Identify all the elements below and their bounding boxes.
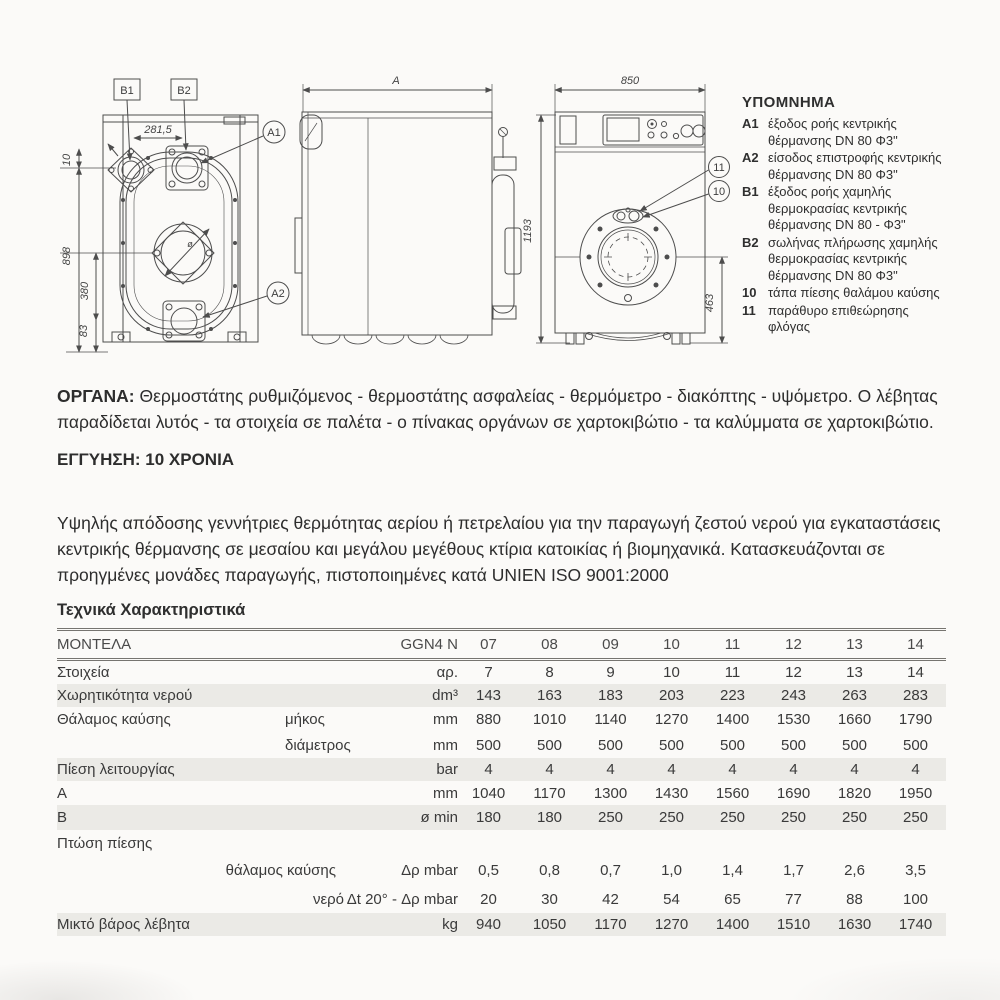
cell-value: 1560 bbox=[715, 784, 750, 802]
table-row bbox=[57, 830, 946, 856]
description-paragraph: Υψηλής απόδοσης γεννήτριες θερμότητας αερίου ή πετρελαίου για την παραγωγή ζεστού νερού για εγκαταστάσεις κεντρικής θέρμανσης σε μεσαίου και μεγάλου μεγέθους κτίρια κατοικίας ή βιομηχανικά. Κατασκευάζονται σε προηγμένες μονάδες παραγωγής, πιστοποιημένες κατά UNIEN ISO 9001:2000 bbox=[57, 512, 941, 585]
legend-item bbox=[742, 150, 966, 183]
cell-value: 500 bbox=[658, 736, 685, 754]
legend-item-text: είσοδος επιστροφής κεντρικής θέρμανσης DN 80 Φ3" bbox=[768, 150, 942, 182]
cell-value: 4 bbox=[728, 761, 737, 778]
row-sublabel: θάλαμος καύσης bbox=[225, 862, 336, 879]
legend-item-text: έξοδος ροής κεντρικής θέρμανσης DN 80 Φ3" bbox=[768, 116, 898, 148]
cell-value: 250 bbox=[780, 809, 807, 826]
cell-value: 88 bbox=[846, 890, 863, 908]
cell-value: 4 bbox=[850, 761, 859, 778]
legend-item-text: παράθυρο επιθεώρησης φλόγας bbox=[768, 302, 909, 334]
cell-value: 163 bbox=[536, 687, 563, 704]
row-label: Πτώση πίεσης bbox=[57, 834, 153, 852]
model-number: 14 bbox=[907, 636, 924, 653]
cell-value: 180 bbox=[536, 809, 563, 826]
legend-item bbox=[742, 184, 966, 234]
cell-value: 4 bbox=[545, 761, 554, 778]
cell-value: 4 bbox=[911, 761, 920, 778]
cell-value: 1400 bbox=[715, 916, 750, 933]
cell-value: 1510 bbox=[776, 916, 811, 933]
model-number: 12 bbox=[785, 636, 802, 653]
legend-item-text: σωλήνας πλήρωσης χαμηλής θερμοκρασίας κεντρικής θέρμανσης DN 80 Φ3" bbox=[768, 234, 938, 283]
cell-value: 250 bbox=[719, 809, 746, 826]
cell-value: 500 bbox=[597, 736, 624, 754]
cell-value: 880 bbox=[475, 711, 502, 728]
row-unit: kg bbox=[442, 916, 458, 933]
row-label: B bbox=[57, 809, 68, 826]
cell-value: 250 bbox=[841, 809, 868, 826]
rear-view-drawing bbox=[60, 79, 289, 352]
cell-value: 11 bbox=[724, 664, 741, 681]
port-label-b2: B2 bbox=[177, 85, 191, 97]
model-number: 13 bbox=[846, 636, 863, 653]
dim-label-463: 463 bbox=[704, 293, 716, 313]
port-label-a1: A1 bbox=[267, 127, 281, 139]
legend-item-id: A1 bbox=[742, 116, 759, 131]
cell-value: 1270 bbox=[654, 711, 689, 728]
legend-item-id: 11 bbox=[742, 302, 756, 318]
row-label: Πίεση λειτουργίας bbox=[57, 761, 175, 778]
row-unit: Δt 20° - Δρ mbar bbox=[346, 890, 458, 908]
cell-value: 1,0 bbox=[661, 862, 682, 879]
row-unit: mm bbox=[433, 711, 458, 728]
cell-value: 30 bbox=[541, 890, 558, 908]
row-unit: ø min bbox=[420, 809, 458, 826]
legend-item-id: B2 bbox=[742, 234, 759, 250]
cell-value: 1630 bbox=[837, 916, 872, 933]
legend-item-text: έξοδος ροής χαμηλής θερμοκρασίας κεντρικής θέρμανσης DN 80 - Φ3" bbox=[768, 184, 908, 232]
cell-value: 250 bbox=[597, 809, 624, 826]
legend-item-id: B1 bbox=[742, 184, 759, 199]
row-label: Θάλαμος καύσης bbox=[57, 711, 171, 728]
cell-value: 10 bbox=[663, 664, 680, 681]
model-number: 09 bbox=[602, 636, 619, 653]
legend-item-text: τάπα πίεσης θαλάμου καύσης bbox=[768, 285, 940, 300]
cell-value: 1140 bbox=[594, 711, 627, 728]
cell-value: 223 bbox=[719, 687, 746, 704]
legend-item-id: 10 bbox=[742, 285, 757, 300]
display-panel bbox=[607, 118, 639, 141]
cell-value: 3,5 bbox=[905, 862, 926, 879]
legend-item-id: A2 bbox=[742, 150, 759, 165]
cell-value: 203 bbox=[658, 687, 685, 704]
dim-label-898: 898 bbox=[61, 246, 73, 266]
cell-value: 4 bbox=[667, 761, 676, 778]
cell-value: 12 bbox=[785, 664, 802, 681]
cell-value: 1,4 bbox=[722, 862, 743, 879]
cell-value: 1400 bbox=[715, 711, 750, 728]
dim-label-83: 83 bbox=[78, 324, 90, 338]
cell-value: 500 bbox=[475, 736, 502, 754]
row-label: Στοιχεία bbox=[57, 664, 110, 681]
cell-value: 500 bbox=[841, 736, 868, 754]
cell-value: 4 bbox=[606, 761, 615, 778]
legend-item bbox=[742, 116, 966, 149]
cell-value: 1740 bbox=[898, 916, 933, 933]
dim-label-850: 850 bbox=[620, 75, 640, 87]
cell-value: 0,8 bbox=[539, 862, 560, 879]
legend-title: ΥΠΟΜΝΗΜΑ bbox=[742, 94, 836, 111]
legend-item bbox=[742, 285, 966, 302]
cell-value: 1040 bbox=[471, 784, 506, 802]
cell-value: 7 bbox=[484, 664, 493, 681]
organa-lead: ΟΡΓΑΝΑ: bbox=[57, 385, 135, 406]
dim-label-10: 10 bbox=[61, 153, 73, 167]
cell-value: 283 bbox=[902, 687, 929, 704]
cell-value: 1170 bbox=[533, 784, 566, 802]
cell-value: 1820 bbox=[837, 784, 872, 802]
cell-value: 8 bbox=[545, 664, 554, 681]
cell-value: 500 bbox=[902, 736, 929, 754]
row-unit: mm bbox=[433, 784, 458, 802]
cell-value: 1530 bbox=[776, 711, 811, 728]
warranty-heading: ΕΓΓΥΗΣΗ: 10 ΧΡΟΝΙΑ bbox=[57, 450, 235, 469]
cell-value: 1270 bbox=[654, 916, 689, 933]
row-sublabel: νερό bbox=[312, 890, 344, 908]
cell-value: 1430 bbox=[654, 784, 689, 802]
table-row bbox=[57, 758, 946, 781]
cell-value: 1,7 bbox=[783, 862, 804, 879]
legend bbox=[742, 94, 966, 337]
row-unit: dm³ bbox=[432, 687, 458, 704]
table-row bbox=[57, 707, 946, 732]
cell-value: 1950 bbox=[898, 784, 933, 802]
table-header-row bbox=[57, 628, 946, 661]
table-row bbox=[57, 684, 946, 707]
table-row bbox=[57, 732, 946, 758]
table-row bbox=[57, 805, 946, 830]
row-sublabel: μήκος bbox=[285, 711, 325, 728]
table-row bbox=[57, 856, 946, 885]
spec-table-body bbox=[57, 661, 946, 936]
table-row bbox=[57, 781, 946, 805]
cell-value: 940 bbox=[475, 916, 502, 933]
models-header: ΜΟΝΤΕΛΑ bbox=[57, 636, 132, 653]
cell-value: 4 bbox=[484, 761, 493, 778]
dim-label-380: 380 bbox=[79, 281, 91, 301]
spec-table bbox=[57, 628, 946, 936]
cell-value: 1660 bbox=[837, 711, 872, 728]
legend-items bbox=[742, 116, 966, 336]
organa-text: Θερμοστάτης ρυθμιζόμενος - θερμοστάτης ασφαλείας - θερμόμετρο - διακόπτης - υψόμετρο. Ο λέβητας παραδίδεται λυτός - τα στοιχεία σε παλέτα - ο πίνακας οργάνων σε χαρτοκιβώτιο - τα καλύμματα σε χαρτοκιβώτιο. bbox=[57, 385, 938, 432]
cell-value: 65 bbox=[724, 890, 741, 908]
item-label-10: 10 bbox=[712, 186, 726, 198]
cell-value: 500 bbox=[719, 736, 746, 754]
table-row bbox=[57, 661, 946, 684]
row-label: Χωρητικότητα νερού bbox=[57, 687, 193, 704]
table-row bbox=[57, 913, 946, 936]
brand-plate bbox=[224, 117, 245, 124]
cell-value: 1790 bbox=[898, 711, 933, 728]
cell-value: 263 bbox=[841, 687, 868, 704]
cell-value: 4 bbox=[789, 761, 798, 778]
cell-value: 183 bbox=[597, 687, 624, 704]
legend-item bbox=[742, 303, 966, 336]
row-label: A bbox=[57, 784, 68, 802]
row-sublabel: διάμετρος bbox=[285, 736, 351, 754]
cell-value: 250 bbox=[902, 809, 929, 826]
cell-value: 1010 bbox=[532, 711, 567, 728]
side-view-drawing bbox=[295, 84, 521, 344]
port-label-b1: B1 bbox=[120, 85, 134, 97]
model-number: 10 bbox=[663, 636, 680, 653]
row-unit: mm bbox=[433, 736, 458, 754]
cell-value: 42 bbox=[602, 890, 619, 908]
dim-label-1193: 1193 bbox=[522, 219, 534, 243]
model-number: 11 bbox=[724, 636, 741, 653]
cell-value: 77 bbox=[785, 890, 802, 908]
cell-value: 0,5 bbox=[478, 862, 499, 879]
legend-item bbox=[742, 235, 966, 285]
cell-value: 500 bbox=[780, 736, 807, 754]
height-dimension bbox=[536, 115, 570, 343]
row-unit: bar bbox=[436, 761, 458, 778]
port-label-a2: A2 bbox=[271, 288, 285, 300]
cell-value: 1050 bbox=[532, 916, 567, 933]
knob-icon bbox=[681, 125, 693, 137]
model-number: 07 bbox=[480, 636, 497, 653]
row-unit: Δρ mbar bbox=[401, 862, 458, 879]
cell-value: 180 bbox=[475, 809, 502, 826]
cell-value: 0,7 bbox=[600, 862, 621, 879]
series-name: GGN4 N bbox=[400, 636, 458, 653]
cell-value: 9 bbox=[606, 664, 615, 681]
cell-value: 243 bbox=[780, 687, 807, 704]
cell-value: 13 bbox=[846, 664, 863, 681]
cell-value: 100 bbox=[902, 890, 929, 908]
cell-value: 1300 bbox=[593, 784, 628, 802]
cell-value: 14 bbox=[907, 664, 924, 681]
organa-paragraph bbox=[57, 383, 954, 435]
row-unit: αρ. bbox=[436, 664, 458, 681]
cell-value: 500 bbox=[536, 736, 563, 754]
cell-value: 1170 bbox=[594, 916, 627, 933]
cell-value: 54 bbox=[663, 890, 680, 908]
cell-value: 250 bbox=[658, 809, 685, 826]
cell-value: 20 bbox=[480, 890, 497, 908]
model-number: 08 bbox=[541, 636, 558, 653]
dim-label-281-5: 281,5 bbox=[144, 124, 172, 136]
dim-label-a: A bbox=[392, 75, 400, 87]
cell-value: 143 bbox=[475, 687, 502, 704]
door-diameter-mark: ø bbox=[187, 239, 193, 249]
item-label-11: 11 bbox=[713, 162, 725, 174]
table-title: Τεχνικά Χαρακτηριστικά bbox=[57, 601, 246, 619]
row-label: Μικτό βάρος λέβητα bbox=[57, 916, 190, 933]
cell-value: 2,6 bbox=[844, 862, 865, 879]
table-row bbox=[57, 885, 946, 913]
cell-value: 1690 bbox=[776, 784, 811, 802]
